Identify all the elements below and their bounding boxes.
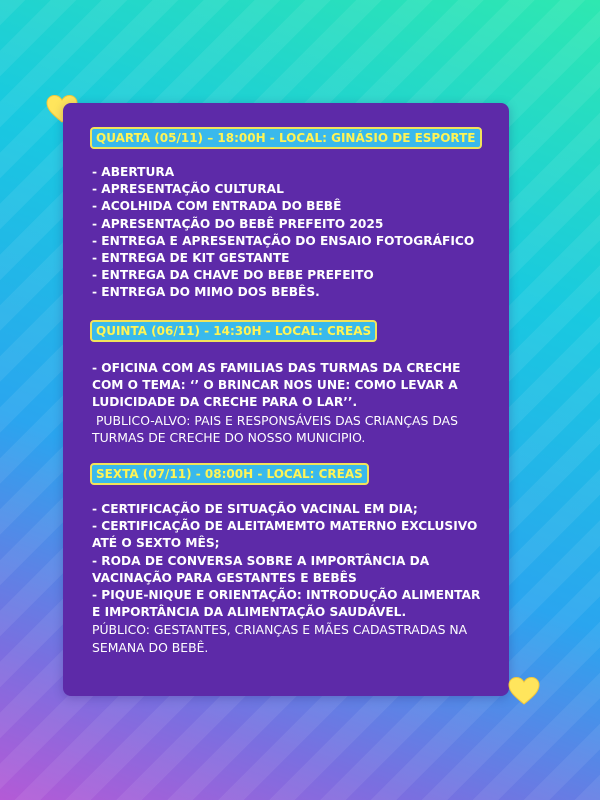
list-item: - CERTIFICAÇÃO DE SITUAÇÃO VACINAL EM DIA; (92, 502, 418, 516)
list-item: - CERTIFICAÇÃO DE ALEITAMEMTO MATERNO EXCLUSIVO (92, 519, 478, 534)
list-item: - RODA DE CONVERSA SOBRE A IMPORTÂNCIA DA (92, 553, 430, 568)
list-item: PÚBLICO: GESTANTES, CRIANÇAS E MÃES CADASTRADAS NA (92, 622, 468, 638)
list-item: - ACOLHIDA COM ENTRADA DO BEBÊ (92, 199, 342, 214)
list-item: - ENTREGA DE KIT GESTANTE (92, 251, 290, 266)
list-item: - ENTREGA DO MIMO DOS BEBÊS. (92, 285, 320, 300)
list-item: - ENTREGA DA CHAVE DO BEBE PREFEITO (92, 268, 374, 283)
schedule-card (63, 103, 509, 696)
list-item: VACINAÇÃO PARA GESTANTES E BEBÊS (92, 570, 357, 585)
section-header-sexta: SEXTA (07/11) - 08:00H - LOCAL: CREAS (90, 463, 369, 485)
list-item: COM O TEMA: ‘’ O BRINCAR NOS UNE: COMO LEVAR A (92, 378, 458, 393)
list-item: TURMAS DE CRECHE DO NOSSO MUNICIPIO. (92, 429, 366, 445)
list-item: - APRESENTAÇÃO CULTURAL (92, 182, 284, 197)
list-item: SEMANA DO BEBÊ. (92, 639, 209, 655)
list-item: LUDICIDADE DA CRECHE PARA O LAR’’. (92, 395, 358, 410)
list-item: - ENTREGA E APRESENTAÇÃO DO ENSAIO FOTOGRÁFICO (92, 233, 475, 248)
list-item: - APRESENTAÇÃO DO BEBÊ PREFEITO 2025 (92, 216, 384, 231)
section-header-quarta: QUARTA (05/11) – 18:00H - LOCAL: GINÁSIO DE ESPORTE (90, 127, 482, 149)
list-item: - PIQUE-NIQUE E ORIENTAÇÃO: INTRODUÇÃO ALIMENTAR (92, 588, 481, 603)
list-item: E IMPORTÂNCIA DA ALIMENTAÇÃO SAUDÁVEL. (92, 605, 407, 620)
heart-icon (508, 676, 540, 706)
section-list-quinta (92, 360, 502, 446)
section-header-quinta: QUINTA (06/11) - 14:30H - LOCAL: CREAS (90, 320, 377, 342)
list-item: PUBLICO-ALVO: PAIS E RESPONSÁVEIS DAS CRIANÇAS DAS (92, 412, 458, 428)
list-item: - ABERTURA (92, 165, 175, 179)
list-item: ATÉ O SEXTO MÊS; (92, 536, 220, 551)
section-list-quarta (92, 164, 502, 302)
section-list-sexta (92, 501, 502, 656)
list-item: - OFICINA COM AS FAMILIAS DAS TURMAS DA CRECHE (92, 361, 461, 375)
